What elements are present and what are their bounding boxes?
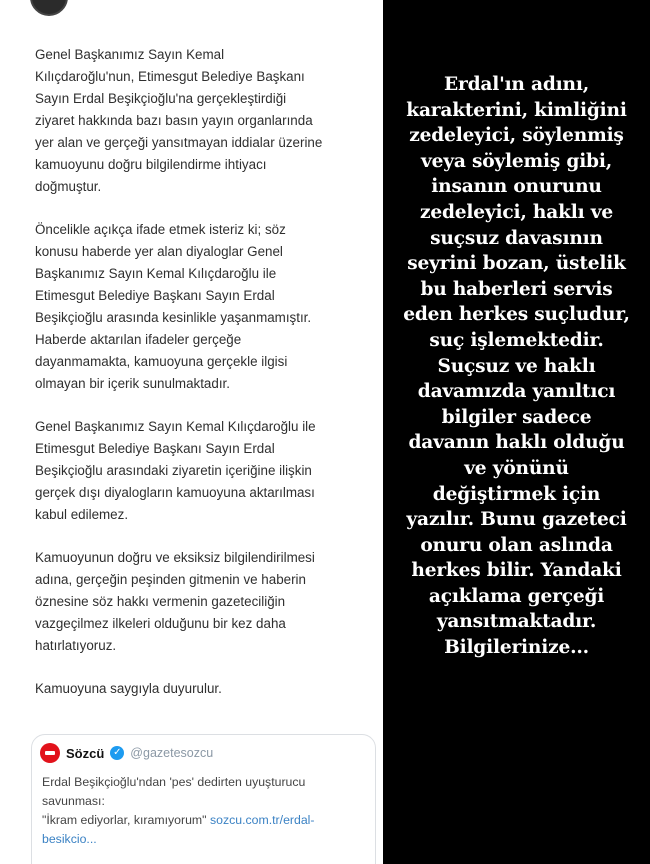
statement-paragraph-1: Genel Başkanımız Sayın Kemal Kılıçdaroğlu'nun, Etimesgut Belediye Başkanı Sayın Erdal Beşikçioğlu'na gerçekleştirdiği ziyaret hakkında bazı basın yayın organlarında yer alan ve gerçeği yansıtmayan iddialar üzerine kamuoyunu doğru bilgilendirme ihtiyacı doğmuştur. (35, 47, 323, 194)
quoted-tweet-text (42, 773, 362, 849)
statement-text (35, 44, 370, 721)
quoted-tweet-header (40, 743, 213, 763)
quoted-tweet-card[interactable] (31, 734, 376, 864)
verified-badge-icon: ✓ (110, 746, 124, 760)
quoted-tweet-link[interactable]: sozcu.com.tr/erdal-besikcio... (42, 813, 315, 846)
quoted-account-name[interactable]: Sözcü (66, 745, 105, 761)
avatar (30, 0, 68, 16)
statement-paragraph-3: Genel Başkanımız Sayın Kemal Kılıçdaroğlu ile Etimesgut Belediye Başkanı Sayın Erdal Beşikçioğlu arasındaki ziyaretin içeriğine ilişkin gerçek dışı diyalogların kamuoyuna aktarılması kabul edilemez. (35, 419, 316, 522)
quoted-account-handle[interactable]: @gazetesozcu (130, 746, 214, 760)
statement-paragraph-4: Kamuoyunun doğru ve eksiksiz bilgilendirilmesi adına, gerçeğin peşinden gitmenin ve haberin öznesine söz hakkı vermenin gazeteciliğin vazgeçilmez ilkeleri olduğunu bir kez daha hatırlatıyoruz. (35, 550, 315, 653)
story-overlay-text: Erdal'ın adını, karakterini, kimliğini zedeleyici, söylenmiş veya söylemiş gibi, insanın onurunu zedeleyici, haklı ve suçsuz davasının seyrini bozan, üstelik bu haberleri servis eden herkes suçludur, suç işlemektedir. Suçsuz ve haklı davamızda yanıltıcı bilgiler sadece davanın haklı olduğu ve yönünü değiştirmek için yazılır. Bunu gazeteci onuru olan aslında herkes bilir. Yandaki açıklama gerçeği yansıtmaktadır. Bilgilerinize... (403, 74, 630, 659)
sozcu-logo-icon (40, 743, 60, 763)
statement-paragraph-2: Öncelikle açıkça ifade etmek isteriz ki; söz konusu haberde yer alan diyaloglar Genel Başkanımız Sayın Kemal Kılıçdaroğlu ile Etimesgut Belediye Başkanı Sayın Erdal Beşikçioğlu arasında kesinlikle yaşanmamıştır. Haberde aktarılan ifadeler gerçeğe dayanmamakta, kamuoyuna gerçekle ilgisi olmayan bir içerik sunulmaktadır. (35, 222, 312, 391)
statement-paragraph-5: Kamuoyuna saygıyla duyurulur. (35, 681, 222, 696)
quoted-tweet-body: Erdal Beşikçioğlu'ndan 'pes' dedirten uyuşturucu savunması: "İkram ediyorlar, kıramıyorum" (42, 775, 306, 827)
story-overlay-panel (383, 0, 650, 864)
